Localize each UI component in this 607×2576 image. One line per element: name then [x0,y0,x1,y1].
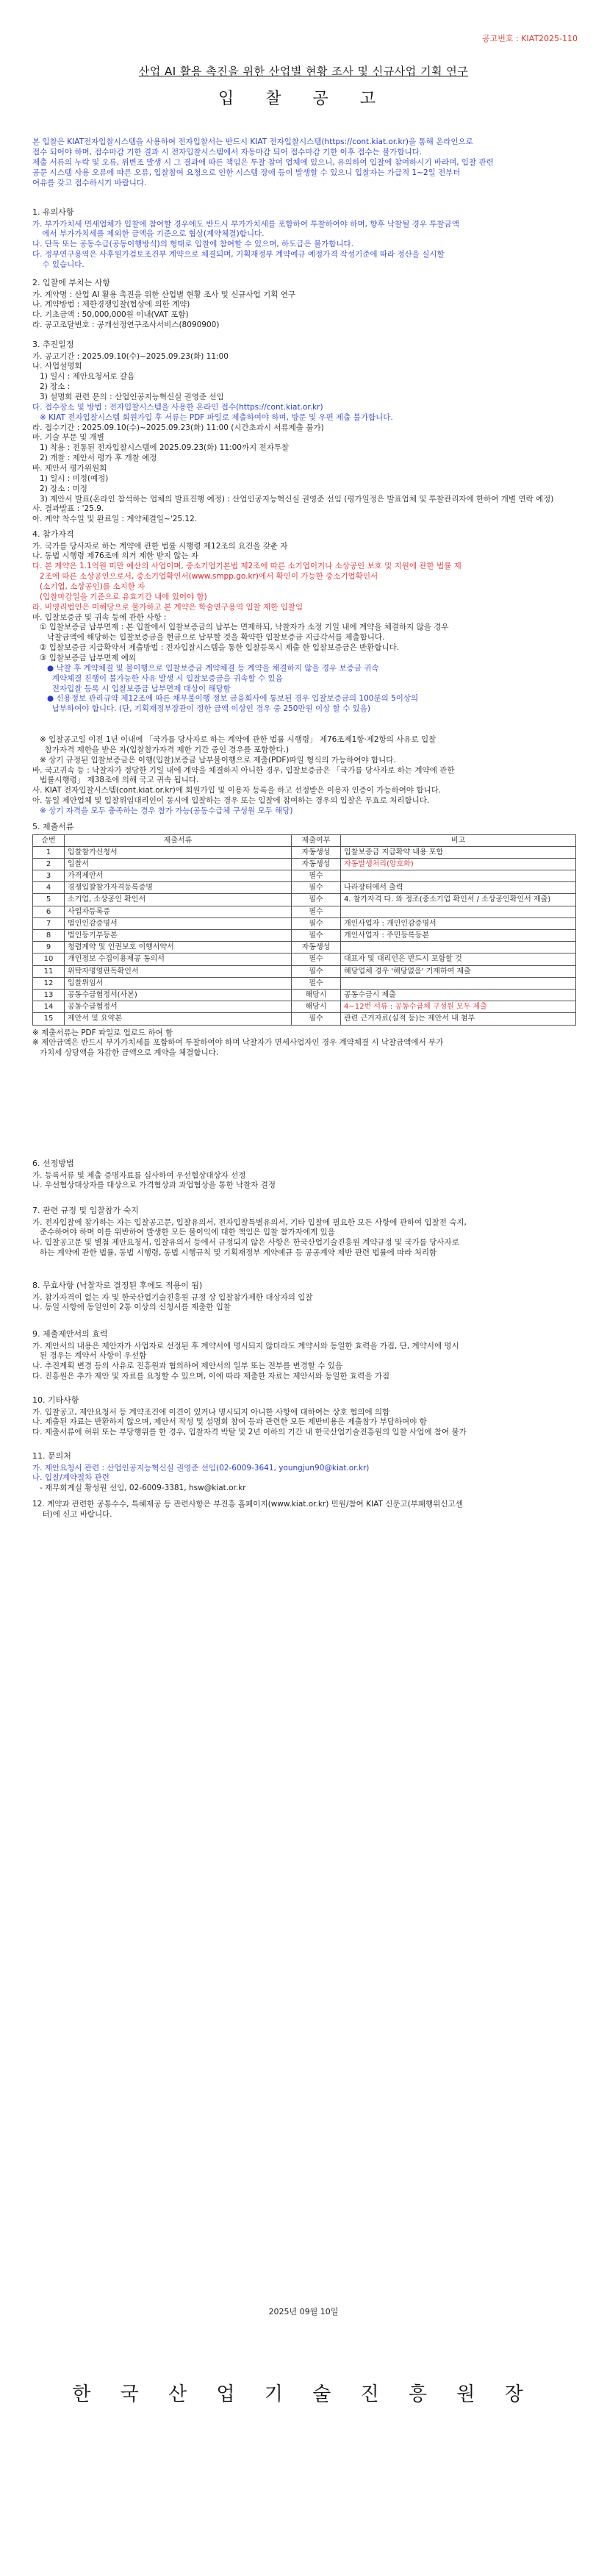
section-heading: 1. 유의사항 [32,207,74,217]
table-cell: 필수 [292,882,341,894]
section-body [32,1464,576,1495]
section-heading: 8. 무효사항 (낙찰자로 결정된 후에도 적용이 됨) [32,1281,203,1290]
table-row [33,1013,576,1025]
text-line: ● 낙찰 후 계약체결 및 불이행으로 입찰보증금 계약체결 등 계약을 채결하지 않을 경우 보증금 귀속 [32,663,379,673]
documents-table [32,834,576,1026]
text-line: 다. 진흥원은 추가 제안 및 자료를 요청할 수 있으며, 이에 따라 제출한 자료는 제안서와 동일한 효력을 가짐 [32,1372,390,1381]
text-line: 1) 일시 : 제안요청서로 갈음 [32,372,135,382]
table-row [33,977,576,989]
text-line: 라. 비영리법인은 미해당으로 불가하고 본 계약은 학술연구용역 입찰 제한 입찰임 [32,602,304,612]
text-line: 사. 결과발표 : '25.9. [32,504,104,514]
column-header: 비고 [341,834,576,846]
table-cell: 입찰참가신청서 [65,846,292,858]
table-cell: 12 [33,977,65,989]
project-title-text: 산업 AI 활용 촉진을 위한 산업별 현황 조사 및 신규사업 기획 연구 [138,65,469,78]
table-cell: 9 [33,942,65,954]
section-body [32,1171,576,1192]
section-bid-items [32,278,576,331]
text-line: 다. 제출서류에 허위 또는 부당행위를 한 경우, 입찰자격 박탈 및 2년 이하의 기간 내 한국산업기술진흥원의 입찰 사업에 참여 불가 [32,1428,467,1437]
table-cell: 필수 [292,930,341,942]
table-row [33,989,576,1001]
section-body [32,290,576,331]
project-title [0,65,607,79]
table-cell: 공동수급협정서 [65,1001,292,1013]
table-cell: 4. 참가자격 다. 와 정조(중소기업 확인서 / 소상공인확인서 제출) [341,894,576,906]
table-row [33,930,576,942]
table-cell: 필수 [292,870,341,882]
table-cell: 개인사업자 : 주민등록등본 [341,930,576,942]
text-line: ※ KIAT 전자입찰시스템 회원가입 후 서류는 PDF 파일로 제출하여야 하며, 방문 및 우편 제출 불가합니다. [32,412,393,422]
section-heading: 3. 추진일정 [32,340,74,349]
table-row [33,917,576,929]
table-cell: 공동수급협정서(사본) [65,989,292,1001]
table-cell: 해당업체 경우 '해당없음' 기재하여 제출 [341,965,576,977]
table-cell: 소기업, 소상공인 확인서 [65,894,292,906]
table-cell: 공동수급시 제출 [341,989,576,1001]
section-regulations [32,1206,576,1259]
column-header: 제출여부 [292,834,341,846]
text-line: 2조에 따른 소상공인으로서, 중소기업확인서(www.smpp.go.kr)에서 확인이 가능한 중소기업확인서 [32,572,378,582]
table-cell: 10 [33,954,65,965]
table-cell: 8 [33,930,65,942]
section-body [32,1408,576,1439]
table-cell: 필수 [292,965,341,977]
table-row [33,954,576,965]
table-cell: 사업자등록증 [65,906,292,917]
text-line: 나. 사업설명회 [32,362,82,371]
table-cell: 경쟁입찰참가자격등록증명 [65,882,292,894]
table-cell: 필수 [292,954,341,965]
section-schedule [32,340,576,525]
text-line: 마. 기술 부문 및 개별 [32,433,104,443]
table-cell: 자동생성 [292,858,341,870]
table-cell: 해당시 [292,1001,341,1013]
table-cell: 자동생성 [292,942,341,954]
text-line: 가. 제안요청서 관련 : 산업인공지능혁신실 권영준 선임(02-6009-3641, youngjun90@kiat.or.kr) [32,1463,370,1473]
intro-paragraph [32,137,576,188]
table-row [33,906,576,917]
text-line: 수 있습니다. [32,260,85,269]
text-line: 다. 기초금액 : 50,000,000원 이내(VAT 포함) [32,310,189,320]
table-cell: 개인사업자 : 개인인감증명서 [341,917,576,929]
section-contact [32,1451,576,1494]
table-cell: 자동생성 [292,846,341,858]
text-line: 바. 국고귀속 등 : 낙찰자가 정당한 기일 내에 계약을 체결하지 아니한 경우, 입찰보증금은 「국가를 당사자로 하는 계약에 관한 [32,765,455,775]
text-line: 아. 동일 제안업체 및 입찰위임대리인이 동시에 입찰하는 경우 또는 입찰에 참여하는 경우의 입찰은 무효로 처리합니다. [32,796,430,806]
section-report [32,1500,576,1520]
table-cell: 가격제안서 [65,870,292,882]
text-line: ※ 입찰공고일 이전 1년 이내에 「국가를 당사자로 하는 계약에 관한 법률 시행령」 제76조제1항·제2항의 사유로 입찰 [32,735,437,744]
text-line: ● 신용정보 관리규약 제12조에 따른 채무불이행 정보 금융회사에 통보된 경우 입찰보증금의 100분의 5이상의 [32,694,419,704]
table-cell: 법인등기부등본 [65,930,292,942]
text-line: 참가자격 제한을 받은 자(입찰참가자격 제한 기간 중인 경우를 포함한다.) [32,745,290,754]
table-row [33,870,576,882]
table-cell [341,906,576,917]
text-line: 가. 계약명 : 산업 AI 활용 촉진을 위한 산업별 현황 조사 및 신규사업 기획 연구 [32,290,296,299]
text-line: 가. 등록서류 및 제출 증명자료를 심사하여 우선협상대상자 선정 [32,1170,246,1180]
text-line: 가치세 상당액을 차감한 금액으로 계약을 체결합니다. [32,1048,219,1058]
table-cell: 5 [33,894,65,906]
section-proposal-effect [32,1329,576,1382]
text-line: ③ 입찰보증금 납부면제 예외 [32,653,137,662]
text-line: 낙찰금액에 해당하는 입찰보증금을 현금으로 납부할 것을 확약한 입찰보증금 지급각서를 제출합니다. [32,633,385,643]
table-cell: 개인정보 수집이용제공 동의서 [65,954,292,965]
table-row [33,1001,576,1013]
text-line: 하는 계약에 관한 법률, 동법 시행령, 동법 시행규칙 및 기획재정부 계약예규 등 공공계약 제반 관련 법률에 따라 처리함 [32,1248,437,1258]
table-cell: 필수 [292,906,341,917]
table-cell: 15 [33,1013,65,1025]
text-line: 가. 참가자격이 없는 자 및 한국산업기술진흥원 규정 상 입찰참가제한 대상자의 입찰 [32,1292,313,1302]
text-line: 준수하여야 하며 이를 위반하여 발생한 모든 불이익에 대한 책임은 입찰 참가자에게 있음 [32,1228,335,1237]
column-header: 순번 [33,834,65,846]
bid-notice-title: 입 찰 공 고 [218,90,389,108]
text-line: 전자입찰 등록 시 입찰보증금 납부면제 대상이 해당함 [32,684,231,693]
text-line: 나. 제출된 자료는 반환하지 않으며, 제안서 작성 및 설명회 참여 등과 관련한 모든 제반비용은 제출참가 부담하여야 함 [32,1417,427,1427]
text-line: 나. 입찰/계약절차 관련 [32,1473,109,1483]
column-header: 제출서류 [65,834,292,846]
text-line: (소기업, 소상공인)를 소지한 자 [32,582,146,591]
section-heading: 9. 제출제안서의 효력 [32,1329,108,1339]
section-body [32,220,576,271]
text-line: ※ 상기 규정된 입찰보증금은 이행(입찰)보증금 납부불이행으로 제출(PDF)파일 형식의 가능하여야 합니다. [32,755,396,765]
table-cell: 2 [33,858,65,870]
text-line: 다. 접수장소 및 방법 : 전자입찰시스템을 사용한 온라인 접수(https://cont.kiat.or.kr) [32,402,323,412]
text-line: 접수 되어야 하며, 접수마감 기한 결과 시 전자입찰시스템에서 자동마감 되어 접수마감 기한 이후 접수는 불가합니다. [32,148,423,157]
text-line: 가. 입찰공고, 제안요청서 등 계약조건에 이견이 있거나 명시되지 아니한 사항에 대하여는 상호 협의에 의함 [32,1407,390,1417]
text-line: 된 경우는 계약서 사항이 우선함 [32,1351,147,1361]
table-cell [341,942,576,954]
text-line: 1) 착용 : 전통된 전자입찰시스템에 2025.09.23(화) 11:00까지 전자투찰 [32,443,290,453]
text-line: ※ 제안금액은 반드시 부가가치세를 포함하여 투찰하여야 하며 낙찰자가 면세사업자인 경우 계약체결 시 낙찰금액에서 부가 [32,1038,444,1048]
text-line: 라. 접수기간 : 2025.09.10(수)~2025.09.23(화) 11:00 (시간초과시 서류제출 불가) [32,423,324,432]
table-cell: 필수 [292,917,341,929]
section-heading: 10. 기타사항 [32,1395,79,1405]
text-line: 다. 본 계약은 1.1억원 미만 예산의 사업이며, 중소기업기본법 제2조에 따른 소기업이거나 소상공인 보호 및 지원에 관한 법률 제 [32,562,461,571]
table-cell: 위탁자명영판독확인서 [65,965,292,977]
table-cell: 7 [33,917,65,929]
table-header-row [33,834,576,846]
table-cell: 11 [33,965,65,977]
table-cell: 13 [33,989,65,1001]
section-body [32,1342,576,1382]
text-line: 나. 계약방법 : 제한경쟁입찰(협상에 의한 계약) [32,300,190,310]
section-body [32,352,576,526]
table-cell [341,870,576,882]
text-line: 2) 개찰 : 제안서 평가 후 개찰 예정 [32,454,157,463]
text-line: 나. 입찰공고문 및 별첨 제안요청서, 입찰유의서 등에서 규정되지 않은 사항은 한국산업기술진흥원 계약규정 및 국가를 당사자로 [32,1238,459,1248]
text-line: 여유를 갖고 접수하시기 바랍니다. [32,179,147,188]
table-cell: 필수 [292,1013,341,1025]
text-line: 제출 서류의 누락 및 오류, 위변조 발생 시 그 결과에 따른 책임은 투찰 참여 업체에 있으니, 유의하여 입찰에 참여하시기 바라며, 입찰 관련 [32,158,494,168]
table-cell: 나라장터에서 출력 [341,882,576,894]
table-cell: 입찰보증금 지급확약 내용 포함 [341,846,576,858]
text-line: 가. 국가를 당사자로 하는 계약에 관한 법률 시행령 제12조의 요건을 갖춘 자 [32,541,288,551]
documents-table-body [33,846,576,1025]
section-heading: 4. 참가자격 [32,529,74,539]
text-line: ※ 제출서류는 PDF 파일로 업로드 하여 함 [32,1028,173,1037]
text-line: ※ 상기 자격을 모두 충족하는 경우 참가 가능(공동수급체 구성원 모두 해당) [32,806,293,816]
table-cell: 제안서 및 요약본 [65,1013,292,1025]
table-row [33,965,576,977]
text-line: 계약체결 진행이 불가능한 사유 발생 시 입찰보증금을 귀속할 수 있음 [32,673,283,683]
text-line: 법률시행령」 제38조에 의해 국고 귀속 됩니다. [32,776,199,785]
text-line: 가. 공고기간 : 2025.09.10(수)~2025.09.23(화) 11:00 [32,351,229,361]
text-line: 본 입찰은 KIAT전자입찰시스템을 사용하여 전자입찰서는 반드시 KIAT 전자입찰시스템(https://cont.kiat.or.kr)을 통해 온라인으로 [32,137,473,146]
text-line: 12. 계약과 관련한 공통수수, 특혜제공 등 관련사항은 부진흥 홈페이지(www.kiat.or.kr) 민원/참여 KIAT 신문고(부패행위신고센 [32,1500,463,1509]
table-row [33,846,576,858]
text-line: 나. 단독 또는 공동수급(공동이행방식)의 형태로 입찰에 참여할 수 있으며, 하도급은 불가합니다. [32,240,354,249]
text-line: 3) 제안서 발표(온라인 참석하는 업체의 발표진행 예정) : 산업인공지능혁신실 권영준 선임 (평가일정은 발표업체 및 투찰관리자에 한하여 개별 연락 예정) [32,494,554,504]
section-heading: 6. 선정방법 [32,1159,74,1168]
table-cell: 1 [33,846,65,858]
table-cell: 법인인감증명서 [65,917,292,929]
text-line: (입찰마감일을 기준으로 유효기간 내에 있어야 함) [32,592,207,601]
section-body [32,1218,576,1259]
section-notes [32,207,576,271]
text-line: 나. 동법 시행령 제76조에 의거 제한 받지 않는 자 [32,551,198,561]
text-line: 3) 설명회 관련 문의 : 산업인공지능혁신실 권영준 선임 [32,392,224,401]
section-eligibility-notes [32,735,576,817]
table-cell: 대표자 및 대리인은 반드시 포함할 것 [341,954,576,965]
text-line: 사. KIAT 전자입찰시스템(cont.kiat.or.kr)에 회원가입 및 이용자 등록을 하고 선정받은 이용자 인증이 가능하여야 합니다. [32,786,442,795]
text-line: 가. 전자입찰에 참가하는 자는 입찰공고문, 입찰유의서, 전자입찰특별유의서, 기타 입찰에 필요한 모든 사항에 관하여 입찰전 숙지, [32,1217,467,1227]
table-cell: 입찰위임서 [65,977,292,989]
notice-number: 공고번호 : KIAT2025-110 [481,34,578,43]
table-row [33,894,576,906]
text-line: 2) 장소 : 미정 [32,484,87,493]
text-line: 가. 제안서의 내용은 제안자가 사업자로 선정된 후 계약서에 명시되지 않더라도 계약서와 동일한 효력을 가짐, 단, 계약서에 명시 [32,1341,459,1350]
section-body [32,542,576,715]
section-heading: 2. 입찰에 부치는 사항 [32,278,110,287]
table-cell: 관련 근거자료(실적 등)는 제안서 내 첨부 [341,1013,576,1025]
text-line: 공문 시스템 사용 오류에 따른 오류, 입찰참여 요청으로 인한 시스템 장애 등이 발생할 수 있으니 입찰자는 가급적 1~2일 전부터 [32,168,461,178]
text-line: 1) 일시 : 미정(예정) [32,473,109,483]
table-cell: 입찰서 [65,858,292,870]
text-line: 라. 공고조달번호 : 공개선정연구조사서비스(8090900) [32,321,220,330]
text-line: 터)에 신고 바랍니다. [32,1509,112,1519]
table-row [33,882,576,894]
section-invalid [32,1281,576,1313]
section-selection [32,1159,576,1191]
section-heading: 11. 문의처 [32,1451,71,1461]
text-line: 나. 추진계획 변경 등의 사유로 진흥원과 협의하여 제안서의 일부 또는 전부를 변경할 수 있음 [32,1362,343,1371]
text-line: ① 입찰보증금 납부면제 : 본 입찰에서 입찰보증금의 납부는 면제하되, 낙찰자가 소정 기일 내에 계약을 체결하지 않을 경우 [32,623,449,632]
table-row [33,942,576,954]
table-cell: 청렴계약 및 인권보호 이행서약서 [65,942,292,954]
section-body [32,1293,576,1314]
text-line: 납부하여야 합니다. (단, 기획재정부장관이 정한 금액 이상인 경우 중 250만원 이상 할 수 있음) [32,704,371,714]
table-cell: 필수 [292,977,341,989]
table-cell: 6 [33,906,65,917]
table-cell: 필수 [292,894,341,906]
section-misc [32,1395,576,1438]
text-line: 가. 부가가치세 면세업체가 입찰에 참여할 경우에도 반드시 부가가치세를 포함하여 투찰하여야 하며, 향후 낙찰될 경우 투찰금액 [32,219,459,229]
section-heading: 7. 관련 규정 및 입찰참가 숙지 [32,1206,139,1215]
text-line: 나. 우선협상대상자를 대상으로 가격협상과 과업협상을 통한 낙찰자 결정 [32,1181,276,1190]
table-row [33,858,576,870]
issuer-name: 한 국 산 업 기 술 진 흥 원 장 [72,2383,535,2405]
text-line: 마. 입찰보증금 및 귀속 등에 관한 사항 : [32,612,167,622]
section-eligibility [32,529,576,715]
text-line: 다. 정부연구용역은 사후원가검토조건부 계약으로 체결되며, 기획재정부 계약예규 예정가격 작성기준에 따라 정산을 실시할 [32,250,445,260]
text-line: - 재무회계실 황성원 선임, 02-6009-3381, hsw@kiat.or.kr [32,1484,246,1493]
text-line: 2) 장소 : [32,382,71,392]
table-cell: 14 [33,1001,65,1013]
table-cell: 4 [33,882,65,894]
table-cell: 자동발생처리(암호화) [341,858,576,870]
text-line: 에서 부가가치세를 제외한 금액을 기준으로 협상(계약체결)합니다. [32,229,265,239]
documents-notes [32,1028,576,1059]
notice-date: 2025년 09월 10일 [268,2307,339,2316]
section-body [32,735,576,817]
table-cell: 해당시 [292,989,341,1001]
section-body [32,1500,576,1520]
text-line: 아. 계약 착수일 및 완료일 : 계약체결일~'25.12. [32,515,198,524]
section-heading: 5. 제출서류 [32,822,74,831]
section-documents [32,822,576,1059]
text-line: ② 입찰보증금 지급확약서 제출방법 : 전자입찰시스템을 통한 입찰등록시 제출 한 입찰보증금은 반환합니다. [32,643,400,653]
table-cell [341,977,576,989]
text-line: 나. 동일 사항에 동일인이 2통 이상의 신청서를 제출한 입찰 [32,1303,231,1312]
table-cell: 4~12번 서류 : 공동수급체 구성원 모두 제출 [341,1001,576,1013]
table-cell: 3 [33,870,65,882]
text-line: 바. 제안서 평가위원회 [32,463,107,473]
